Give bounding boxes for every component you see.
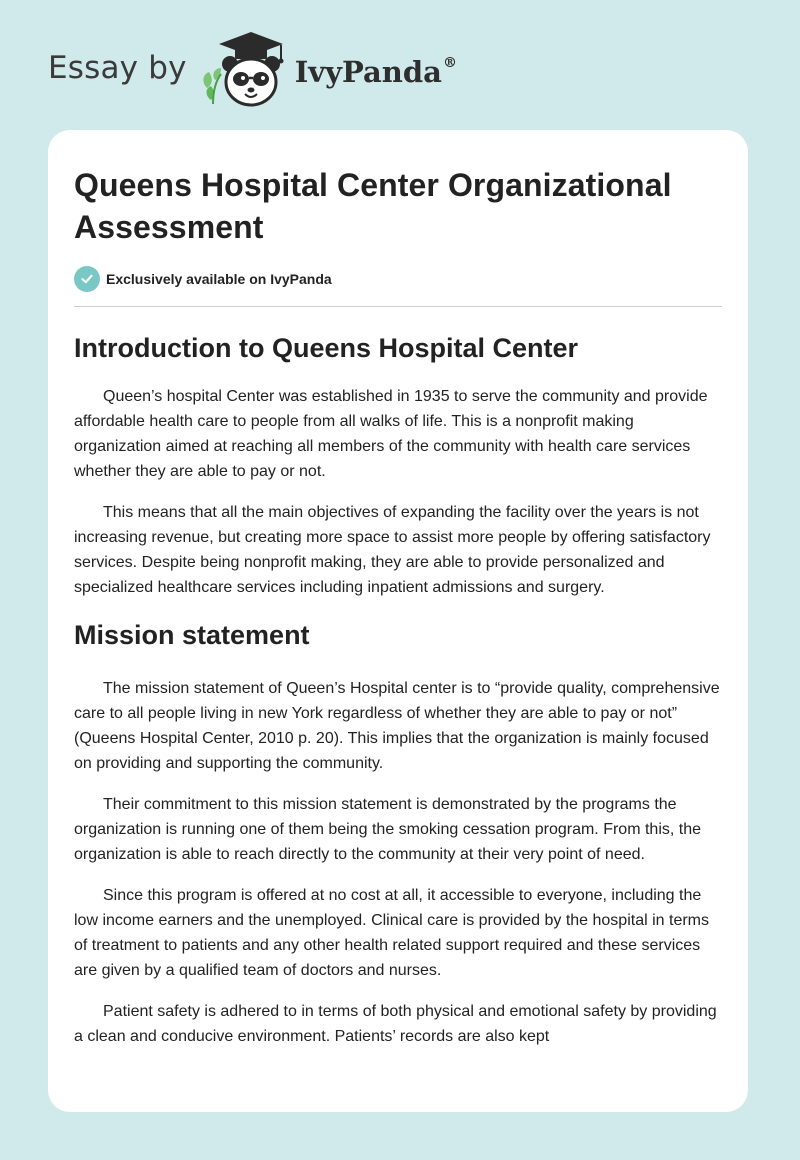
divider bbox=[74, 306, 722, 307]
brand-name: IvyPanda bbox=[294, 54, 442, 89]
paragraph: This means that all the main objectives of expanding the facility over the years is not increasing revenue, but creating more space to assist more people by offering satisfactory services. Despite being nonprofit making, they are able to provide personalized and specialized healthcare services including inpatient admissions and surgery. bbox=[74, 504, 711, 596]
check-icon bbox=[74, 266, 100, 292]
exclusive-badge bbox=[74, 266, 722, 292]
paragraph: Since this program is offered at no cost at all, it accessible to everyone, including the low income earners and the unemployed. Clinical care is provided by the hospital in terms of treatment to patients and any other health related support required and these services are given by a qualified team of doctors and nurses. bbox=[74, 887, 709, 979]
section-heading-mission: Mission statement bbox=[74, 620, 310, 650]
section-heading-introduction: Introduction to Queens Hospital Center bbox=[74, 333, 579, 363]
paragraph: The mission statement of Queen’s Hospital center is to “provide quality, comprehensive care to all people living in new York regardless of whether they are able to pay or not” (Queens Hospital Center, 2010 p. 20). This implies that the organization is mainly focused on providing and supporting the community. bbox=[74, 680, 720, 772]
paragraph: Their commitment to this mission statement is demonstrated by the programs the organization is running one of them being the smoking cessation program. From this, the organization is able to reach directly to the community at their very point of need. bbox=[74, 796, 701, 863]
ivypanda-logo-icon[interactable] bbox=[199, 30, 293, 110]
paragraph: Patient safety is adhered to in terms of both physical and emotional safety by providing a clean and conducive environment. Patients’ records are also kept bbox=[74, 1003, 717, 1045]
page-title: Queens Hospital Center Organizational Assessment bbox=[74, 167, 672, 245]
exclusive-label: Exclusively available on IvyPanda bbox=[106, 271, 332, 287]
site-header bbox=[48, 30, 508, 110]
essay-by-label: Essay by bbox=[48, 49, 187, 86]
ivypanda-brand[interactable] bbox=[294, 54, 457, 89]
article-card bbox=[48, 130, 748, 1112]
paragraph: Queen’s hospital Center was established in 1935 to serve the community and provide affordable health care to people from all walks of life. This is a nonprofit making organization aimed at reaching all members of the community with health care services whether they are able to pay or not. bbox=[74, 388, 708, 480]
registered-mark: ® bbox=[442, 54, 457, 71]
